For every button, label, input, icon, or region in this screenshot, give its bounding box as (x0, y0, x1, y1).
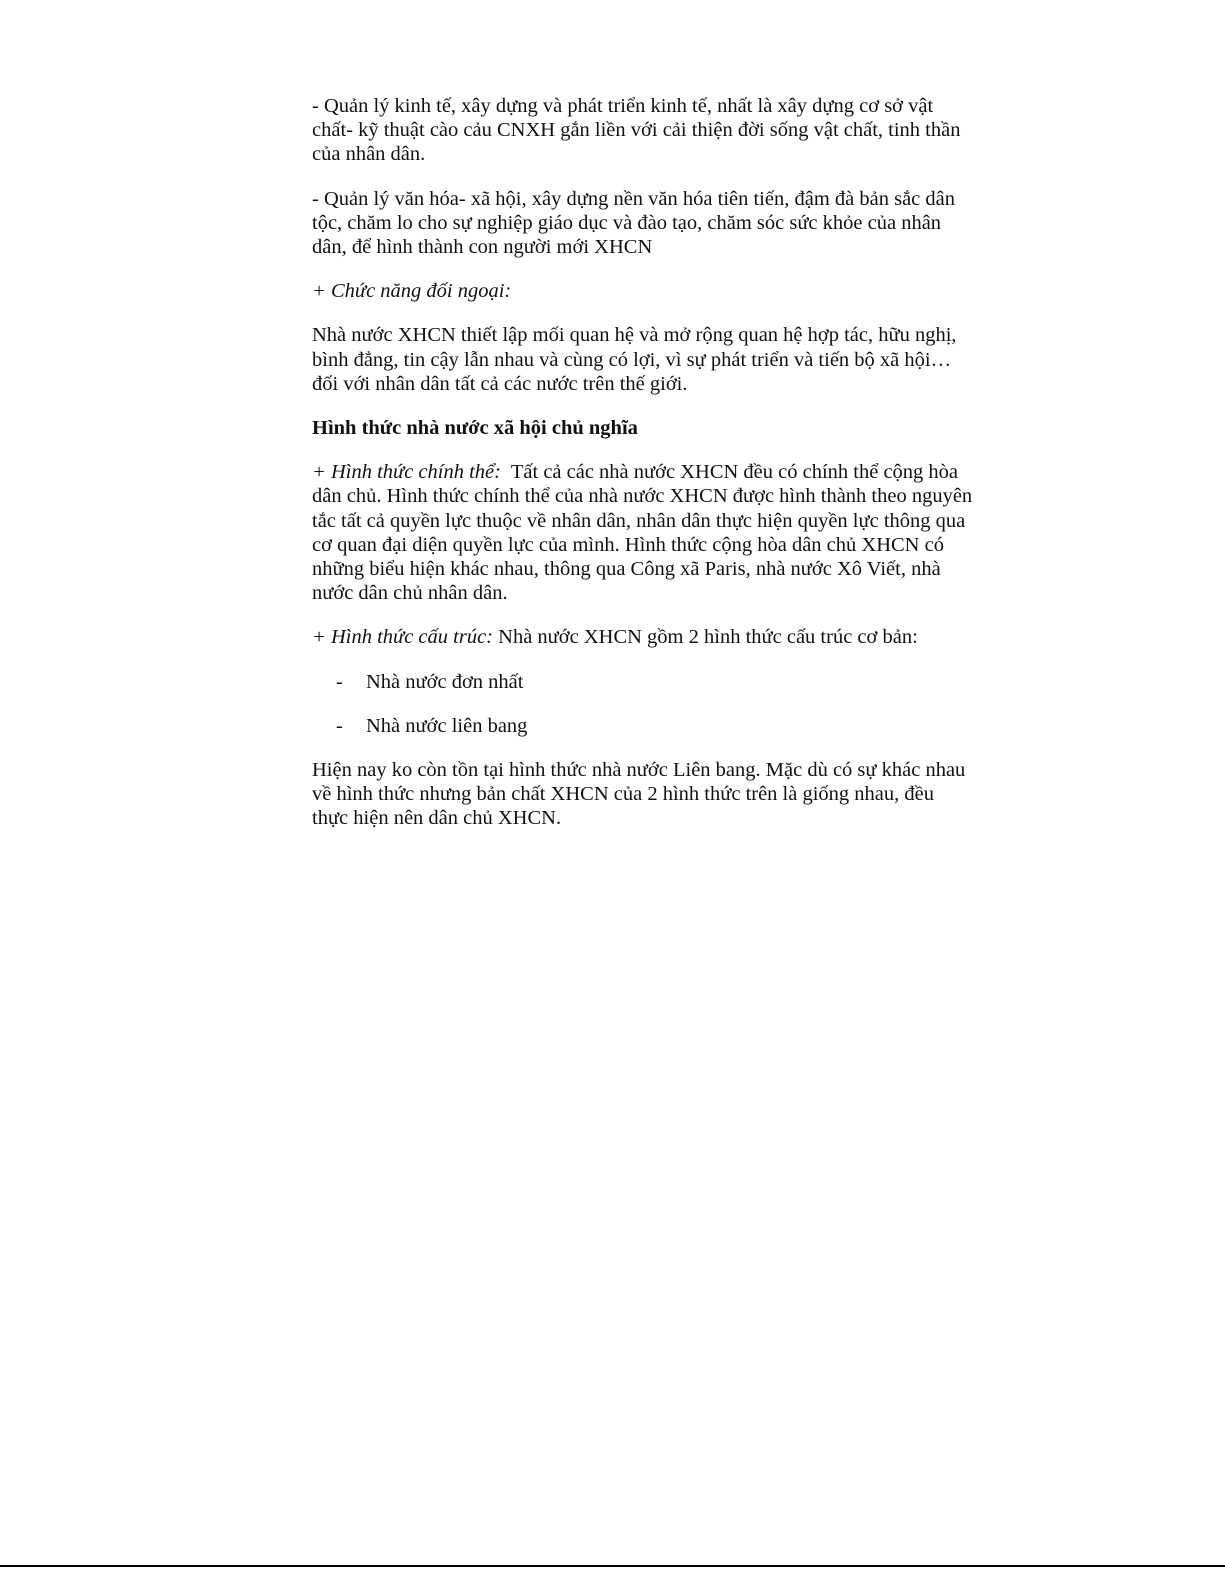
government-form-label: + Hình thức chính thể: (312, 461, 501, 484)
page-bottom-divider (0, 1565, 1225, 1567)
foreign-function-label: + Chức năng đối ngoại: (312, 280, 512, 303)
list-item (312, 670, 974, 694)
paragraph-conclusion: Hiện nay ko còn tồn tại hình thức nhà nước Liên bang. Mặc dù có sự khác nhau về hình thức nhưng bản chất XHCN của 2 hình thức trên là giống nhau, đều thực hiện nên dân chủ XHCN. (312, 759, 966, 830)
section-heading: Hình thức nhà nước xã hội chủ nghĩa (312, 417, 638, 440)
government-form-text: Tất cả các nhà nước XHCN đều có chính thể cộng hòa dân chủ. Hình thức chính thể của nhà nước XHCN được hình thành theo nguyên tắc tất cả quyền lực thuộc về nhân dân, nhân dân thực hiện quyền lực thông qua cơ quan đại diện quyền lực của mình. Hình thức cộng hòa dân chủ XHCN có những biểu hiện khác nhau, thông qua Công xã Paris, nhà nước Xô Viết, nhà nước dân chủ nhân dân. (312, 461, 973, 605)
structure-form-label: + Hình thức cấu trúc: (312, 626, 494, 649)
structure-form-text: Nhà nước XHCN gồm 2 hình thức cấu trúc cơ bản: (498, 626, 918, 649)
document-page (312, 94, 974, 851)
paragraph-structure-form (312, 625, 974, 649)
bullet-dash: - (336, 670, 343, 693)
list-item (312, 714, 974, 738)
list-item-text: Nhà nước liên bang (366, 714, 528, 737)
paragraph-foreign: Nhà nước XHCN thiết lập mối quan hệ và mở rộng quan hệ hợp tác, hữu nghị, bình đẳng, tin cậy lẫn nhau và cùng có lợi, vì sự phát triển và tiến bộ xã hội… đối với nhân dân tất cả các nước trên thế giới. (312, 324, 957, 395)
bullet-dash: - (336, 714, 343, 737)
paragraph-economy: - Quản lý kinh tế, xây dựng và phát triển kinh tế, nhất là xây dựng cơ sở vật chất- kỹ thuật cào cảu CNXH gắn liền với cải thiện đời sống vật chất, tinh thần của nhân dân. (312, 95, 961, 166)
paragraph-government-form (312, 460, 974, 605)
list-item-text: Nhà nước đơn nhất (366, 670, 524, 693)
paragraph-culture: - Quản lý văn hóa- xã hội, xây dựng nền văn hóa tiên tiến, đậm đà bản sắc dân tộc, chăm lo cho sự nghiệp giáo dục và đào tạo, chăm sóc sức khỏe của nhân dân, để hình thành con người mới XHCN (312, 187, 955, 259)
